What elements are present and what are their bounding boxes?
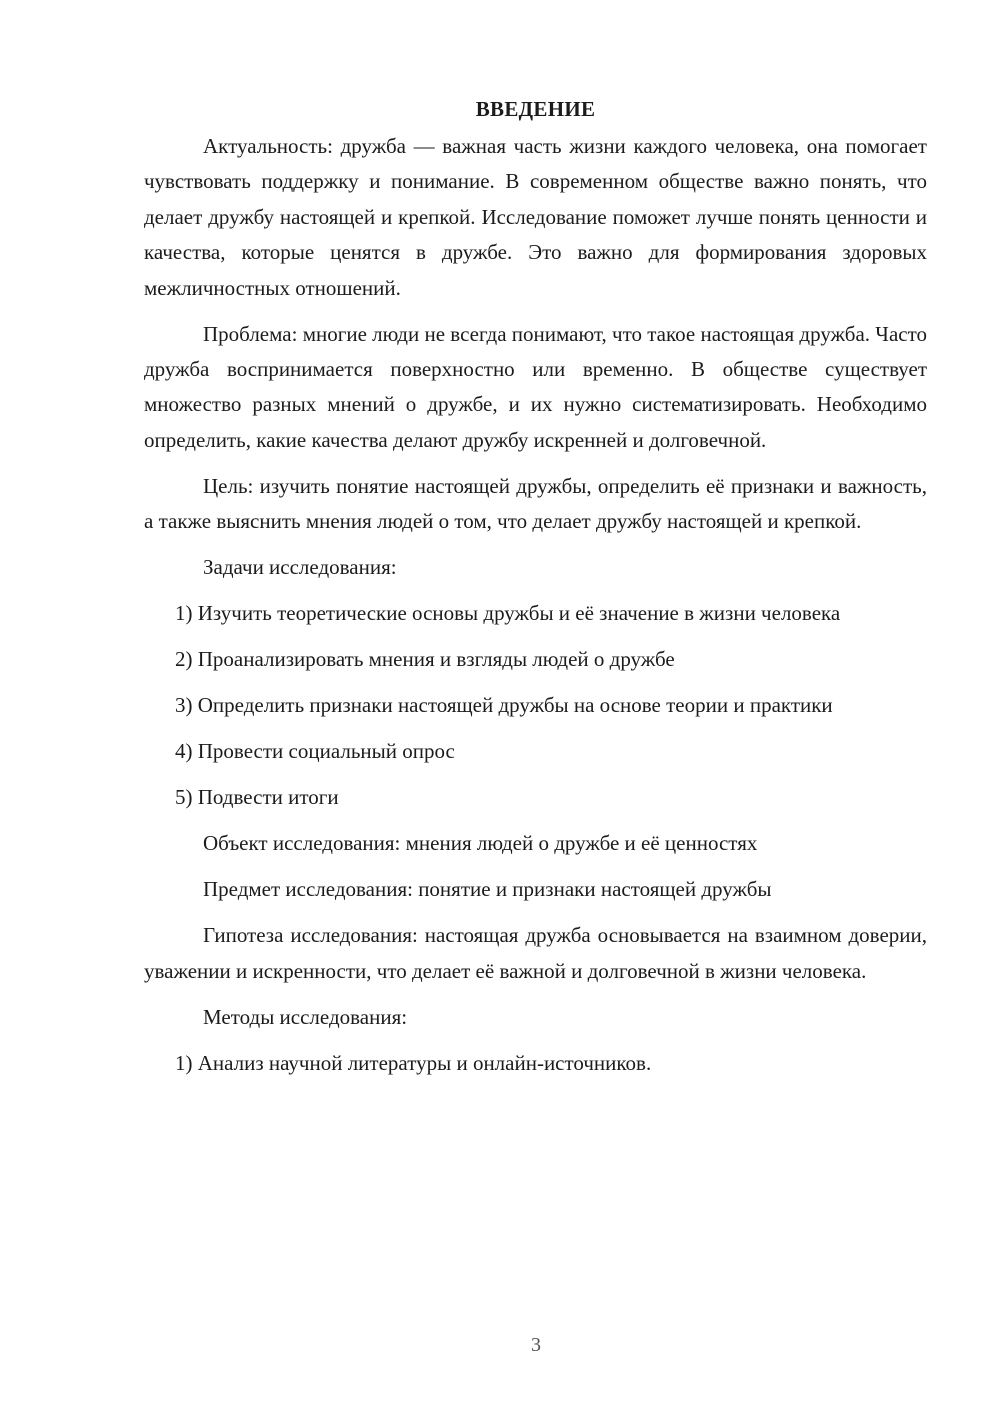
task-item-2: 2) Проанализировать мнения и взгляды людей о дружбе xyxy=(175,647,675,672)
tasks-heading: Задачи исследования: xyxy=(203,555,397,580)
task-item-3: 3) Определить признаки настоящей дружбы на основе теории и практики xyxy=(175,693,833,718)
page-number: 3 xyxy=(531,1334,541,1356)
method-item-1: 1) Анализ научной литературы и онлайн-источников. xyxy=(175,1050,652,1075)
problem-paragraph: Проблема: многие люди не всегда понимают, что такое настоящая дружба. Часто дружба воспринимается поверхностно или временно. В обществе существует множество разных мнений о дружбе, и их нужно систематизировать. Необходимо определить, какие качества делают дружбу искренней и долговечной. xyxy=(144,321,927,452)
page-title: ВВЕДЕНИЕ xyxy=(475,97,596,121)
document-page xyxy=(144,92,927,1092)
task-item-5: 5) Подвести итоги xyxy=(175,785,339,810)
methods-heading: Методы исследования: xyxy=(203,1004,408,1029)
hypothesis-paragraph: Гипотеза исследования: настоящая дружба основывается на взаимном доверии, уважении и искренности, что делает её важной и долговечной в жизни человека. xyxy=(144,923,927,983)
relevance-paragraph: Актуальность: дружба — важная часть жизни каждого человека, она помогает чувствовать поддержку и понимание. В современном обществе важно понять, что делает дружбу настоящей и крепкой. Исследование поможет лучше понять ценности и качества, которые ценятся в дружбе. Это важно для формирования здоровых межличностных отношений. xyxy=(144,134,927,300)
goal-paragraph: Цель: изучить понятие настоящей дружбы, определить её признаки и важность, а также выяснить мнения людей о том, что делает дружбу настоящей и крепкой. xyxy=(144,473,927,534)
task-item-1: 1) Изучить теоретические основы дружбы и её значение в жизни человека xyxy=(175,601,841,626)
task-item-4: 4) Провести социальный опрос xyxy=(175,739,455,764)
object-paragraph: Объект исследования: мнения людей о дружбе и её ценностях xyxy=(203,831,758,856)
subject-paragraph: Предмет исследования: понятие и признаки настоящей дружбы xyxy=(203,877,772,902)
